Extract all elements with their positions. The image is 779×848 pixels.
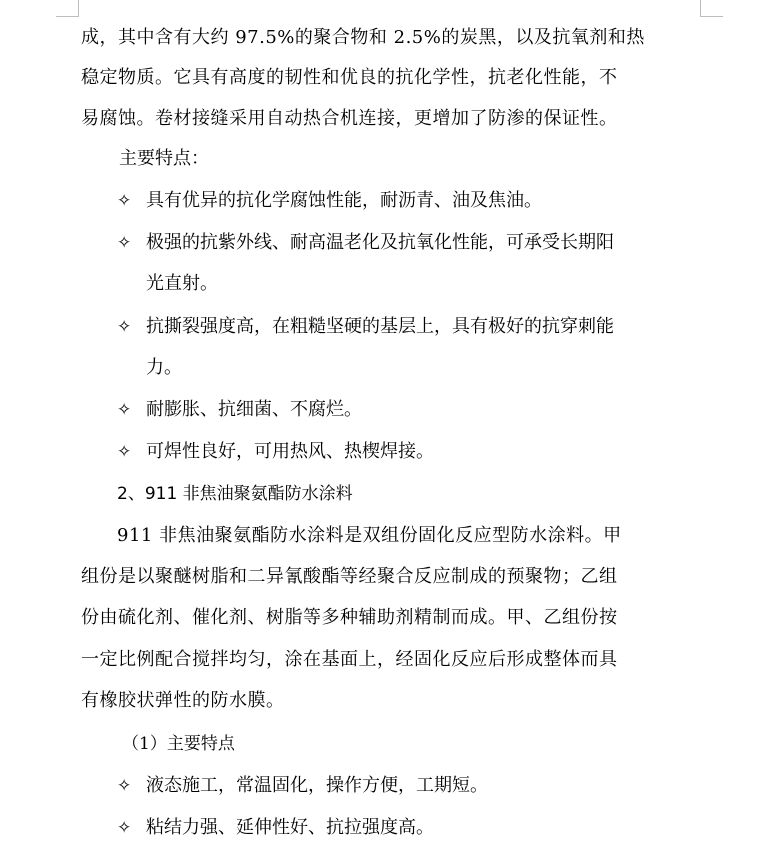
crop-mark-top-right (700, 0, 723, 17)
feature-item: 耐膨胀、抗细菌、不腐烂。 (146, 399, 362, 420)
bullet-diamond-icon: ✧ (117, 191, 132, 211)
paragraph-line: 成，其中含有大约 97.5%的聚合物和 2.5%的炭黑，以及抗氧剂和热 (81, 27, 645, 48)
features-heading: 主要特点： (119, 148, 209, 169)
feature-item: 可焊性良好，可用热风、热楔焊接。 (146, 441, 434, 462)
bullet-diamond-icon: ✧ (117, 317, 132, 337)
bullet-diamond-icon: ✧ (117, 233, 132, 253)
paragraph-line: 组份是以聚醚树脂和二异氰酸酯等经聚合反应制成的预聚物；乙组 (81, 566, 618, 587)
paragraph-line: 份由硫化剂、催化剂、树脂等多种辅助剂精制而成。甲、乙组份按 (81, 607, 618, 628)
feature-item: 粘结力强、延伸性好、抗拉强度高。 (146, 817, 434, 838)
bullet-diamond-icon: ✧ (117, 776, 132, 796)
section-heading: 2、911 非焦油聚氨酯防水涂料 (117, 484, 353, 504)
bullet-diamond-icon: ✧ (117, 442, 132, 462)
crop-mark-top-left (56, 0, 79, 17)
feature-item: 具有优异的抗化学腐蚀性能，耐沥青、油及焦油。 (146, 190, 542, 211)
feature-item: 抗撕裂强度高，在粗糙坚硬的基层上，具有极好的抗穿刺能 (146, 316, 614, 337)
feature-item: 极强的抗紫外线、耐高温老化及抗氧化性能，可承受长期阳 (146, 232, 614, 253)
paragraph-line: 911 非焦油聚氨酯防水涂料是双组份固化反应型防水涂料。甲 (117, 525, 622, 546)
paragraph-line: 有橡胶状弹性的防水膜。 (81, 690, 285, 711)
subsection-heading: （1）主要特点 (122, 734, 235, 754)
feature-item: 液态施工，常温固化，操作方便，工期短。 (146, 775, 488, 796)
paragraph-line: 一定比例配合搅拌均匀，涂在基面上，经固化反应后形成整体而具 (81, 649, 618, 670)
feature-item-continuation: 光直射。 (146, 273, 218, 294)
bullet-diamond-icon: ✧ (117, 818, 132, 838)
paragraph-line: 稳定物质。它具有高度的韧性和优良的抗化学性，抗老化性能，不 (81, 67, 618, 88)
bullet-diamond-icon: ✧ (117, 400, 132, 420)
paragraph-line: 易腐蚀。卷材接缝采用自动热合机连接，更增加了防渗的保证性。 (81, 108, 618, 129)
feature-item-continuation: 力。 (146, 357, 182, 378)
